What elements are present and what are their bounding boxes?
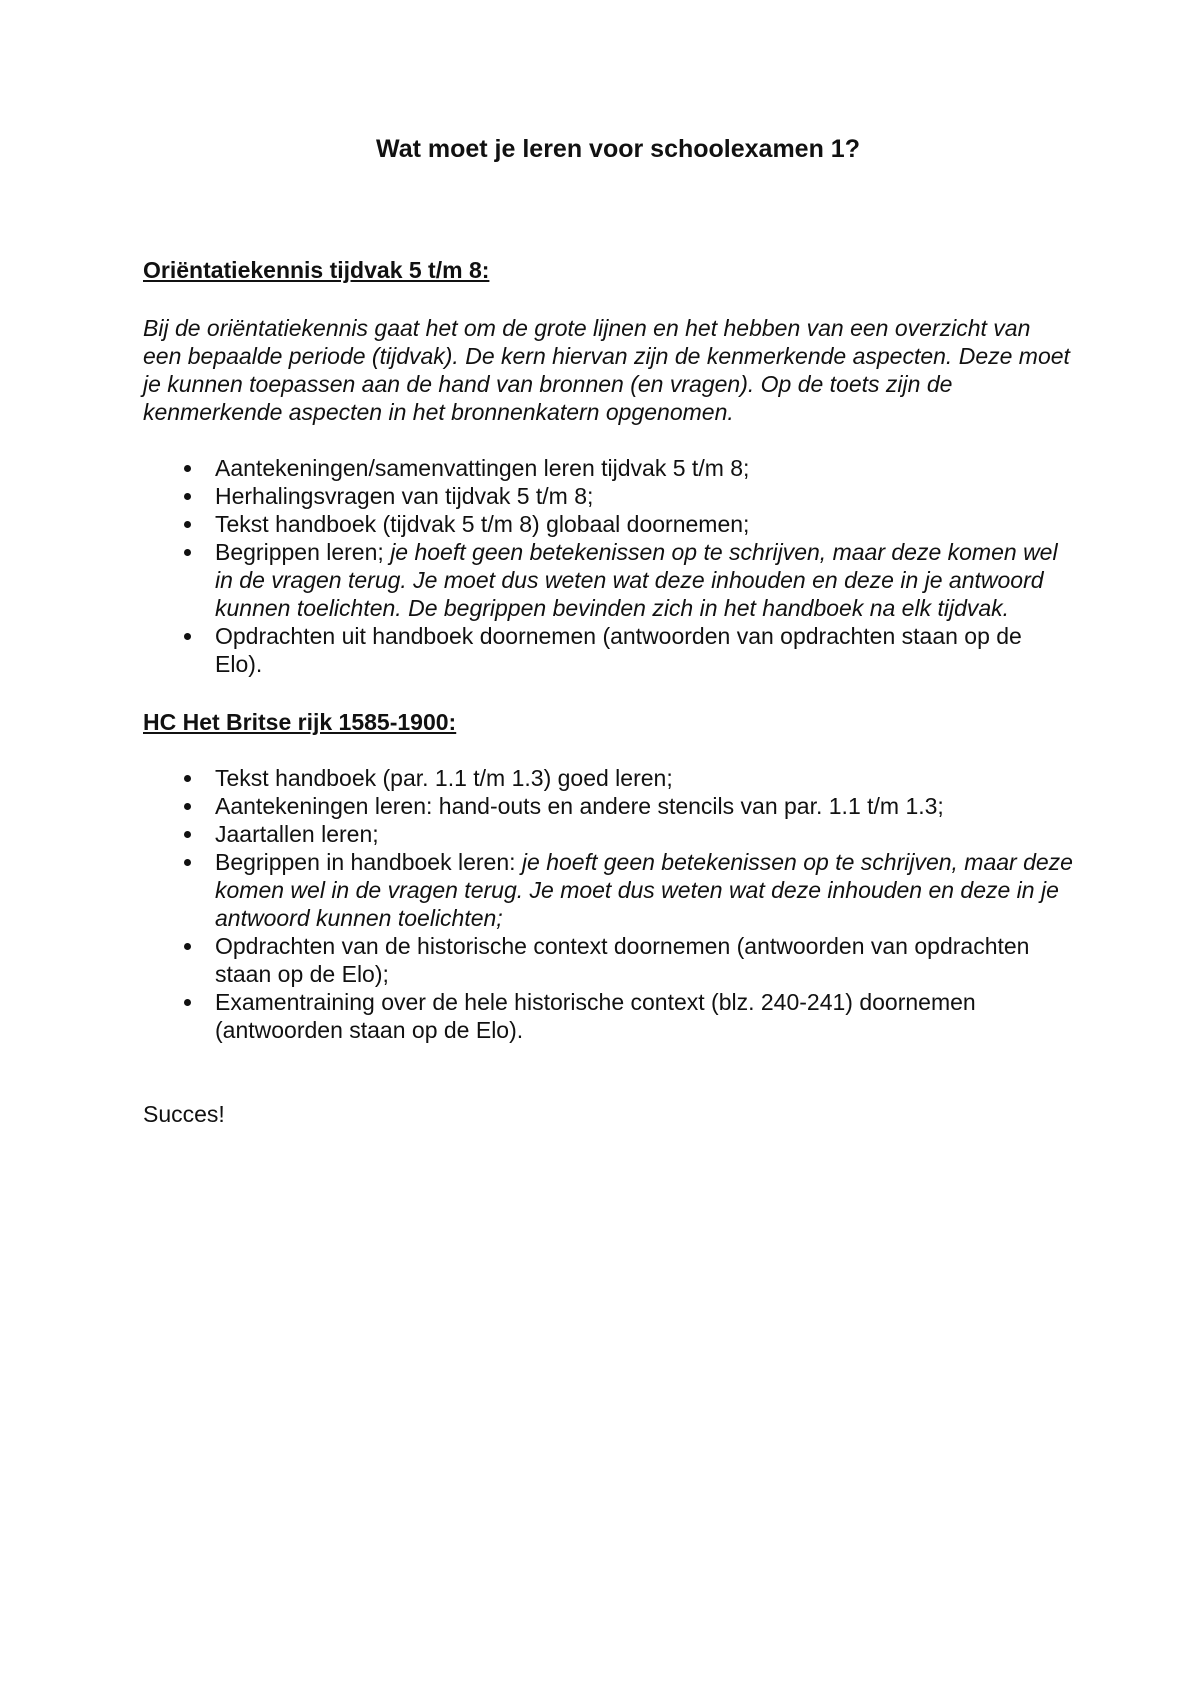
list-item-text: Begrippen leren; xyxy=(215,539,391,565)
list-item xyxy=(143,764,1073,792)
bullet-icon xyxy=(184,831,191,838)
bullet-icon xyxy=(184,465,191,472)
bullet-icon xyxy=(184,633,191,640)
bullet-list-orientatiekennis xyxy=(143,454,1073,678)
list-item xyxy=(143,482,1073,510)
closing-text: Succes! xyxy=(143,1101,225,1127)
list-item-text: Examentraining over de hele historische context (blz. 240-241) doornemen (antwoorden staan op de Elo). xyxy=(215,989,976,1043)
section-heading-orientatiekennis: Oriëntatiekennis tijdvak 5 t/m 8: xyxy=(143,257,490,283)
list-item xyxy=(143,510,1073,538)
section-intro: Bij de oriëntatiekennis gaat het om de grote lijnen en het hebben van een overzicht van een bepaalde periode (tijdvak). De kern hiervan zijn de kenmerkende aspecten. Deze moet je kunnen toepassen aan de hand van bronnen (en vragen). Op de toets zijn de kenmerkende aspecten in het bronnenkatern opgenomen. xyxy=(143,315,1070,425)
list-item xyxy=(143,848,1073,932)
bullet-icon xyxy=(184,999,191,1006)
list-item-italic-text: je hoeft geen betekenissen op te schrijven, maar deze komen wel in de vragen terug. Je moet dus weten wat deze inhouden en deze in je antwoord kunnen toelichten; xyxy=(215,849,1073,931)
bullet-icon xyxy=(184,859,191,866)
bullet-icon xyxy=(184,775,191,782)
list-item-text: Tekst handboek (par. 1.1 t/m 1.3) goed leren; xyxy=(215,765,673,791)
bullet-icon xyxy=(184,943,191,950)
list-item-text: Jaartallen leren; xyxy=(215,821,379,847)
list-item xyxy=(143,820,1073,848)
bullet-icon xyxy=(184,549,191,556)
bullet-icon xyxy=(184,803,191,810)
list-item xyxy=(143,792,1073,820)
document-content xyxy=(143,132,1073,1128)
list-item xyxy=(143,932,1073,988)
list-item-text: Begrippen in handboek leren: xyxy=(215,849,522,875)
list-item xyxy=(143,454,1073,482)
list-item-text: Tekst handboek (tijdvak 5 t/m 8) globaal doornemen; xyxy=(215,511,750,537)
list-item xyxy=(143,538,1073,622)
list-item-text: Aantekeningen/samenvattingen leren tijdvak 5 t/m 8; xyxy=(215,455,750,481)
list-item-italic-text: je hoeft geen betekenissen op te schrijven, maar deze komen wel in de vragen terug. Je moet dus weten wat deze inhouden en deze in je antwoord kunnen toelichten. De begrippen bevinden zich in het handboek na elk tijdvak. xyxy=(215,539,1058,621)
list-item-text: Herhalingsvragen van tijdvak 5 t/m 8; xyxy=(215,483,594,509)
section-heading-britse-rijk: HC Het Britse rijk 1585-1900: xyxy=(143,709,457,735)
list-item-text: Opdrachten uit handboek doornemen (antwoorden van opdrachten staan op de Elo). xyxy=(215,623,1022,677)
list-item xyxy=(143,988,1073,1044)
bullet-list-britse-rijk xyxy=(143,764,1073,1044)
page-title: Wat moet je leren voor schoolexamen 1? xyxy=(376,135,860,163)
list-item xyxy=(143,622,1073,678)
bullet-icon xyxy=(184,521,191,528)
bullet-icon xyxy=(184,493,191,500)
list-item-text: Opdrachten van de historische context doornemen (antwoorden van opdrachten staan op de Elo); xyxy=(215,933,1030,987)
list-item-text: Aantekeningen leren: hand-outs en andere stencils van par. 1.1 t/m 1.3; xyxy=(215,793,944,819)
